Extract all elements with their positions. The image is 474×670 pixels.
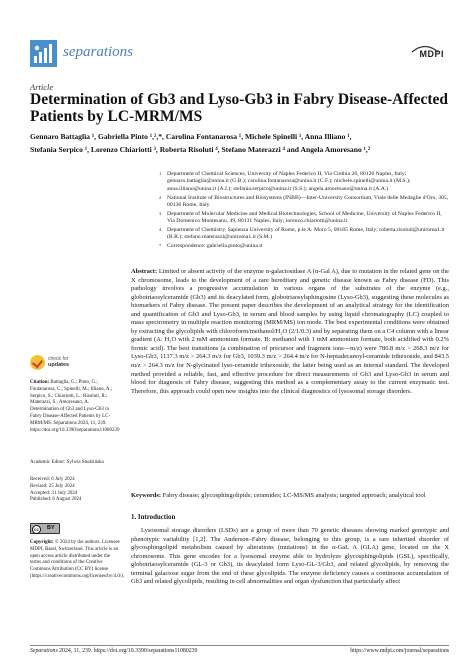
- check-for-updates-button[interactable]: check for updates: [30, 353, 76, 373]
- author-line-2: Stefania Serpico ¹, Lorenzo Chiariotti ³, Roberta Risoluti ⁴, Stefano Materazzi ⁴ and Angela Amoresano ¹,²: [30, 145, 371, 154]
- section-heading-introduction: 1. Introduction: [131, 514, 176, 521]
- footer-journal-link[interactable]: https://www.mdpi.com/journal/separations: [350, 648, 449, 654]
- abstract-label: Abstract:: [131, 268, 158, 275]
- author-list: [30, 130, 450, 156]
- mdpi-logo: MDPI: [404, 43, 444, 67]
- journal-logo-icon: [30, 40, 57, 67]
- check-updates-icon: [30, 355, 45, 370]
- affiliation-item: 2 National Institute of Biostructures and Biosystems (INBB)—Inter-University Consortium, Viale delle Medaglie d'Oro, 305, 00136 Rome, Italy: [159, 194, 449, 208]
- affiliation-item: 1 Department of Chemical Sciences, University of Naples Federico II, Via Cinthia 26, 80126 Naples, Italy; gennaro.battaglia@unina.it (G.B.); carolina.fontanarosa@unina.it (C.F.); michele.spinelli@unina.it (M.S.); anna.illiano@unina.it (A.I.); stefania.serpico@unina.it (S.S.); angela.amoresano@unina.it (A.A.): [159, 171, 411, 192]
- journal-header: [30, 40, 444, 70]
- cc-by-license-icon[interactable]: cc BY: [30, 523, 60, 534]
- citation: Citation: Battaglia, G.; Pinto, G.; Fontanarosa, C.; Spinelli, M.; Illiano, A.; Serpico, S.; Chiariotti, L.; Risoluti, R.; Materazzi, S.; Amoresano, A. Determination of Gb3 and Lyso-Gb3 in Fabry Disease-Affected Patients by LC-MRM/MS. Separations 2024, 11, 239. https://doi.org/10.3390/separations11080239: [30, 380, 120, 433]
- date-published: Published: 6 August 2024: [30, 497, 82, 503]
- introduction-text: Lysosomal storage disorders (LSDs) are a group of more than 70 genetic diseases showing marked genotypic and phenotypic variability [1,2]. The Anderson–Fabry disease, belonging to this group, is a rare inherited disorder of glycosphingolipid metabolism caused by alterations (mutations) in the α-GaL A (GLA) gene, located on the X chromosome. This gene encodes for a lysosomal enzyme able to hydrolyze glycosphingolipids (GSL), specifically, globotriaosylceramide (GL-3 or Gb3), its deacylated form Lyso-GL-3/Gb3, and related glycolipids, by removing the terminal galactose sugar from the end of these glycolipids. The enzyme deficiency causes a continuous accumulation of Gb3 and related glycolipids, resulting in cell abnormalities and organ dysfunction that particularly affect: [131, 527, 449, 586]
- date-accepted: Accepted: 31 July 2024: [30, 490, 78, 496]
- date-revised: Revised: 25 July 2024: [30, 483, 75, 489]
- date-received: Received: 6 July 2024: [30, 477, 75, 482]
- footer-citation: Separations 2024, 11, 239. https://doi.org/10.3390/separations11080239: [30, 648, 198, 654]
- academic-editor: Academic Editor: Sylwia Studzińska: [30, 460, 104, 465]
- affiliation-item: 4 Department of Chemistry, Sapienza University of Rome, p.le A. Moro 5, 00185 Rome, Italy; roberta.risoluti@uniroma1.it (R.R.); stefano.materazzi@uniroma1.it (S.M.): [159, 226, 445, 241]
- footer-divider: [30, 645, 449, 646]
- article-type: Article: [30, 82, 54, 92]
- publication-dates: [30, 477, 118, 504]
- abstract-text: Limited or absent activity of the enzyme α-galactosidase A (α-Gal A), due to mutation in the related gene on the X chromosome, leads to the development of a rare hereditary and genetic disease known as Fabry disease (FD). This pathology involves a progressive accumulation in various organs of the substrates of the enzyme (e.g., globotriaosylceramide (Gb3) and its deacylated form, globotriaosylsphingosine (Lyso-Gb3), suggesting these molecules as biomarkers of Fabry disease. The present paper describes the development of an analytical strategy for the identification and quantification of Gb3 and Lyso-Gb3, in serum and blood samples by using liquid chromatography (LC) coupled to mass spectrometry in multiple reaction monitoring (MRM/MS) ion mode. The best experimental conditions were obtained by extracting the glycolipids with chloroform/methanol/H₂O (2/1/0.3) and by separating them on a C4 column with a linear gradient (A: H₂O with 2 mM ammonium formate. B: methanol with 1 mM ammonium formate, both acidified with 0.2% formic acid). The best transitions (a combination of precursor and fragment ions—m/z) were 786.8 m/z > 268.3 m/z for Lyso-Gb3, 1137.3 m/z > 264.3 m/z for Gb3, 1039.3 m/z > 264.4 m/z for N-heptadecanoyl-ceramide trihexoside, and 843.5 m/z > 264.3 m/z for N-glycinated lyso-ceramide trihexoside, the latter being used as an internal standard. The developed method provided a reliable, fast, and effective procedure for direct measurements of Gb3 and Lyso-Gb3 in serum and blood for diagnosis of Fabry disease, suggesting this method as a complementary assay to the current enzymatic test. Therefore, this approach could open new insights into the clinical diagnostics of lysosomal storage disorders.: [131, 268, 449, 395]
- author-line-1: Gennaro Battaglia ¹, Gabriella Pinto ¹,²,*, Carolina Fontanarosa ¹, Michele Spinelli ¹, Anna Illiano ¹,: [30, 132, 352, 141]
- keywords: [131, 492, 449, 501]
- journal-name: separations: [63, 44, 134, 60]
- affiliation-item: 3 Department of Molecular Medicine and Medical Biotechnologies, School of Medicine, University of Naples Federico II, Via Domenico Montesano, 49, 80131 Naples, Italy; lorenzo.chiariotti@unina.it: [159, 210, 442, 225]
- keywords-text: Fabry disease; glycosphingolipids; ceramides; LC-MS/MS analysis; targeted approach; analytical tool: [162, 492, 426, 499]
- affiliations: [159, 171, 449, 252]
- correspondence: * Correspondence: gabriella.pinto@unina.it: [159, 242, 263, 249]
- abstract: [131, 268, 449, 396]
- keywords-label: Keywords:: [131, 492, 162, 499]
- copyright-notice: Copyright: © 2024 by the authors. Licensee MDPI, Basel, Switzerland. This article is an open access article distributed under the terms and conditions of the Creative Commons Attribution (CC BY) license (https://creativecommons.org/licenses/by/4.0/).: [30, 540, 125, 579]
- article-title: Determination of Gb3 and Lyso-Gb3 in Fabry Disease-Affected Patients by LC-MRM/MS: [30, 91, 449, 125]
